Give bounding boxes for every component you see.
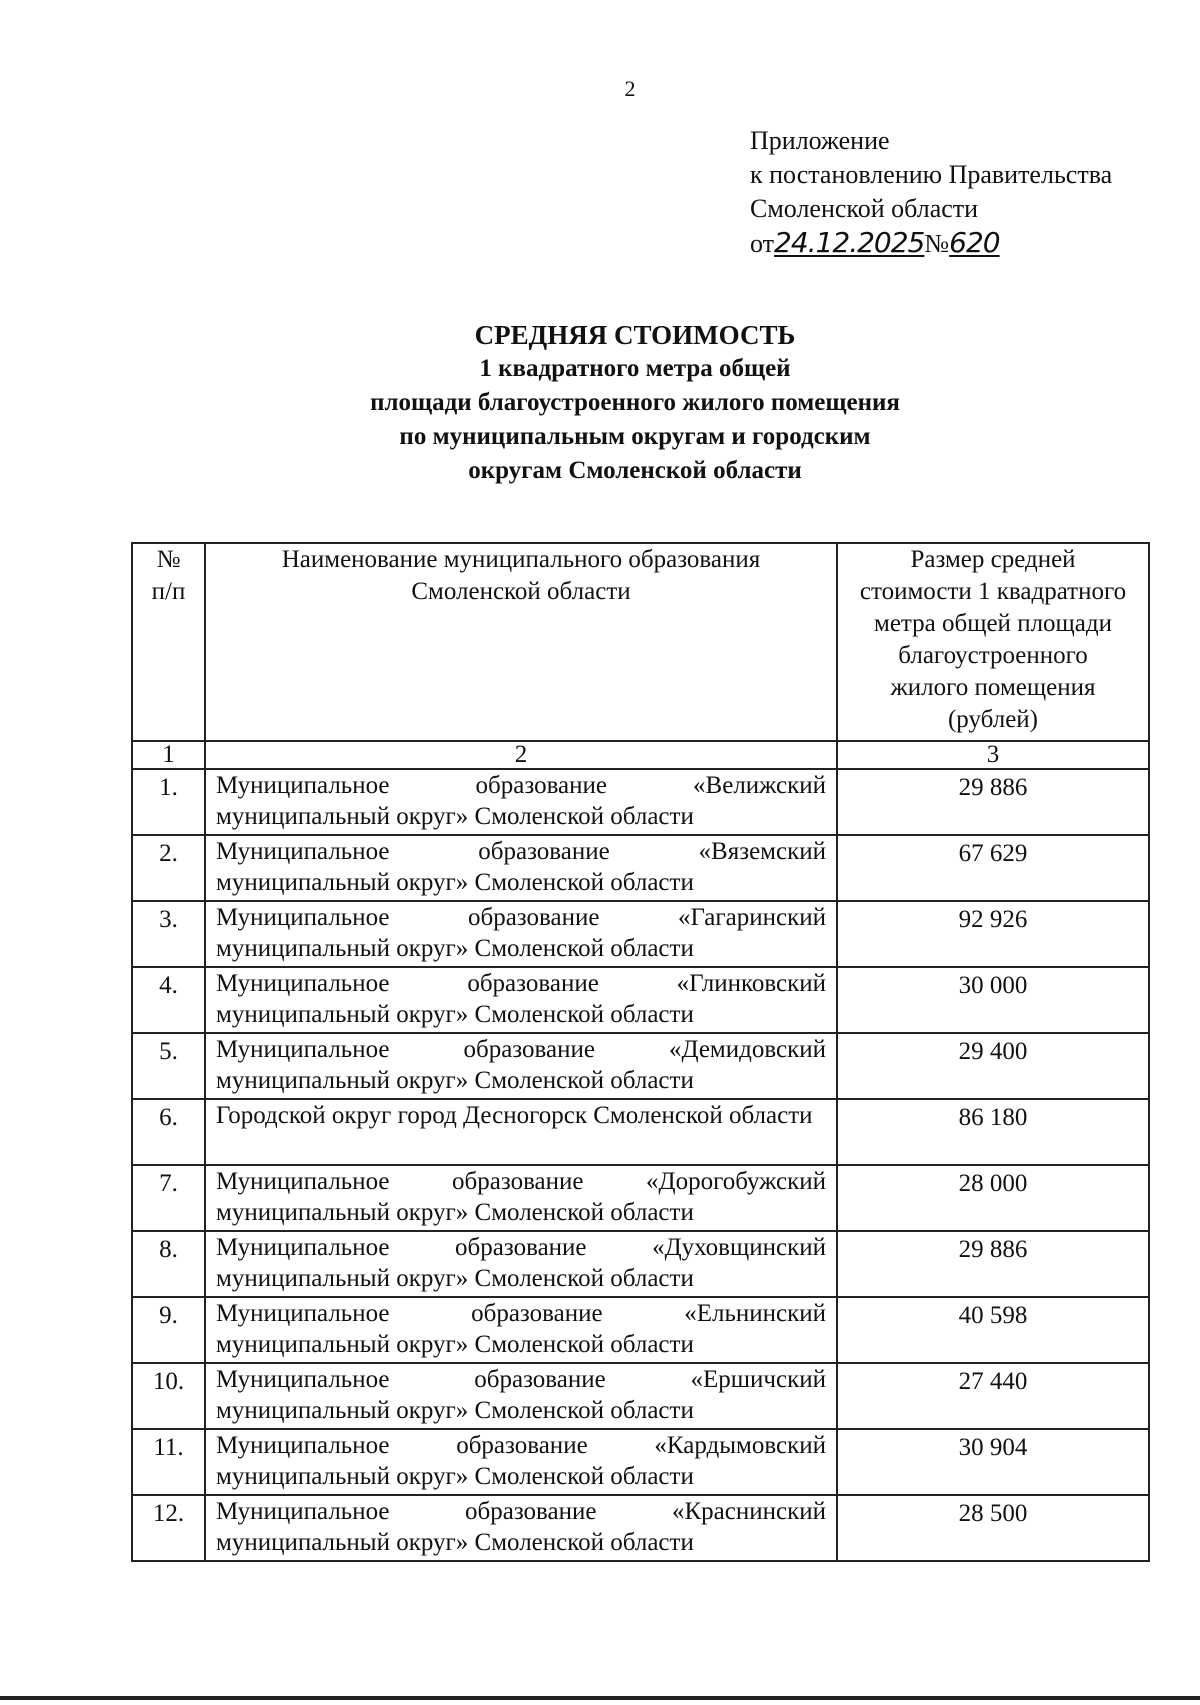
row-name-cell: Муниципальное образование «Кардымовский муниципальный округ» Смоленской области (205, 1429, 837, 1495)
row-value-cell: 67 629 (837, 835, 1149, 901)
header-value-cell (837, 543, 1149, 741)
row-number-cell: 6. (132, 1099, 205, 1165)
row-value-cell: 27 440 (837, 1363, 1149, 1429)
table-row (132, 1231, 1149, 1297)
title-line-3: площади благоустроенного жилого помещения (370, 389, 900, 416)
row-name-cell: Муниципальное образование «Велижский муниципальный округ» Смоленской области (205, 769, 837, 835)
column-index-3: 3 (837, 741, 1149, 769)
table-row (132, 1297, 1149, 1363)
row-number-cell: 11. (132, 1429, 205, 1495)
row-value-cell: 28 000 (837, 1165, 1149, 1231)
row-name-cell: Муниципальное образование «Ершичский муниципальный округ» Смоленской области (205, 1363, 837, 1429)
table-row (132, 1099, 1149, 1165)
table-row (132, 1495, 1149, 1561)
document-title (0, 318, 1200, 488)
table-row (132, 967, 1149, 1033)
header-value-line-2: стоимости 1 квадратного (859, 578, 1127, 605)
row-name-cell: Муниципальное образование «Гагаринский муниципальный округ» Смоленской области (205, 901, 837, 967)
number-prefix: № (924, 229, 950, 258)
table-row (132, 835, 1149, 901)
table-row (132, 1033, 1149, 1099)
column-index-2: 2 (205, 741, 837, 769)
table-row (132, 1363, 1149, 1429)
page-number: 2 (624, 76, 636, 101)
row-number-cell: 5. (132, 1033, 205, 1099)
appendix-date-line (750, 226, 1112, 261)
header-value-line-1: Размер средней (910, 546, 1076, 573)
table-header-row (132, 543, 1149, 741)
row-number-cell: 7. (132, 1165, 205, 1231)
header-name-line-1: Наименование муниципального образования (281, 546, 761, 573)
header-value-line-4: благоустроенного (898, 642, 1088, 669)
title-line-1: СРЕДНЯЯ СТОИМОСТЬ (474, 320, 796, 350)
row-name-cell: Муниципальное образование «Краснинский муниципальный округ» Смоленской области (205, 1495, 837, 1561)
header-number-line-2: п/п (151, 578, 186, 605)
header-number-line-1: № (156, 546, 181, 573)
title-line-5: округам Смоленской области (468, 457, 802, 484)
row-name-cell: Муниципальное образование «Дорогобужский муниципальный округ» Смоленской области (205, 1165, 837, 1231)
header-name-line-2: Смоленской области (411, 578, 631, 605)
handwritten-number: 620 (949, 226, 1000, 259)
title-line-2: 1 квадратного метра общей (479, 355, 791, 382)
header-value-line-5: жилого помещения (890, 674, 1096, 701)
title-line-4: по муниципальным округам и городским (399, 423, 871, 450)
row-value-cell: 40 598 (837, 1297, 1149, 1363)
table-row (132, 901, 1149, 967)
row-name-cell: Муниципальное образование «Демидовский муниципальный округ» Смоленской области (205, 1033, 837, 1099)
scan-edge-line (0, 1696, 1200, 1700)
appendix-line-3: Смоленской области (750, 194, 979, 223)
appendix-line-1: Приложение (750, 126, 890, 155)
header-value-line-3: метра общей площади (874, 610, 1112, 637)
row-number-cell: 4. (132, 967, 205, 1033)
row-value-cell: 86 180 (837, 1099, 1149, 1165)
cost-table (131, 542, 1150, 1562)
row-number-cell: 10. (132, 1363, 205, 1429)
row-number-cell: 8. (132, 1231, 205, 1297)
table-row (132, 1165, 1149, 1231)
row-value-cell: 92 926 (837, 901, 1149, 967)
header-value-line-6: (рублей) (947, 706, 1039, 733)
row-value-cell: 29 400 (837, 1033, 1149, 1099)
row-value-cell: 30 904 (837, 1429, 1149, 1495)
column-index-row (132, 741, 1149, 769)
row-value-cell: 29 886 (837, 769, 1149, 835)
table-row (132, 769, 1149, 835)
row-value-cell: 28 500 (837, 1495, 1149, 1561)
row-name-cell: Муниципальное образование «Глинковский муниципальный округ» Смоленской области (205, 967, 837, 1033)
row-number-cell: 3. (132, 901, 205, 967)
header-name-cell (205, 543, 837, 741)
table-row (132, 1429, 1149, 1495)
date-prefix: от (750, 229, 775, 258)
column-index-1: 1 (132, 741, 205, 769)
row-number-cell: 1. (132, 769, 205, 835)
row-name-cell: Городской округ город Десногорск Смоленской области (205, 1099, 837, 1165)
row-number-cell: 2. (132, 835, 205, 901)
appendix-block (750, 124, 1112, 261)
header-number-cell (132, 543, 205, 741)
row-name-cell: Муниципальное образование «Ельнинский муниципальный округ» Смоленской области (205, 1297, 837, 1363)
row-name-cell: Муниципальное образование «Вяземский муниципальный округ» Смоленской области (205, 835, 837, 901)
row-number-cell: 9. (132, 1297, 205, 1363)
row-name-cell: Муниципальное образование «Духовщинский муниципальный округ» Смоленской области (205, 1231, 837, 1297)
handwritten-date: 24.12.2025 (774, 226, 925, 259)
appendix-line-2: к постановлению Правительства (750, 160, 1113, 189)
row-value-cell: 30 000 (837, 967, 1149, 1033)
row-number-cell: 12. (132, 1495, 205, 1561)
row-value-cell: 29 886 (837, 1231, 1149, 1297)
